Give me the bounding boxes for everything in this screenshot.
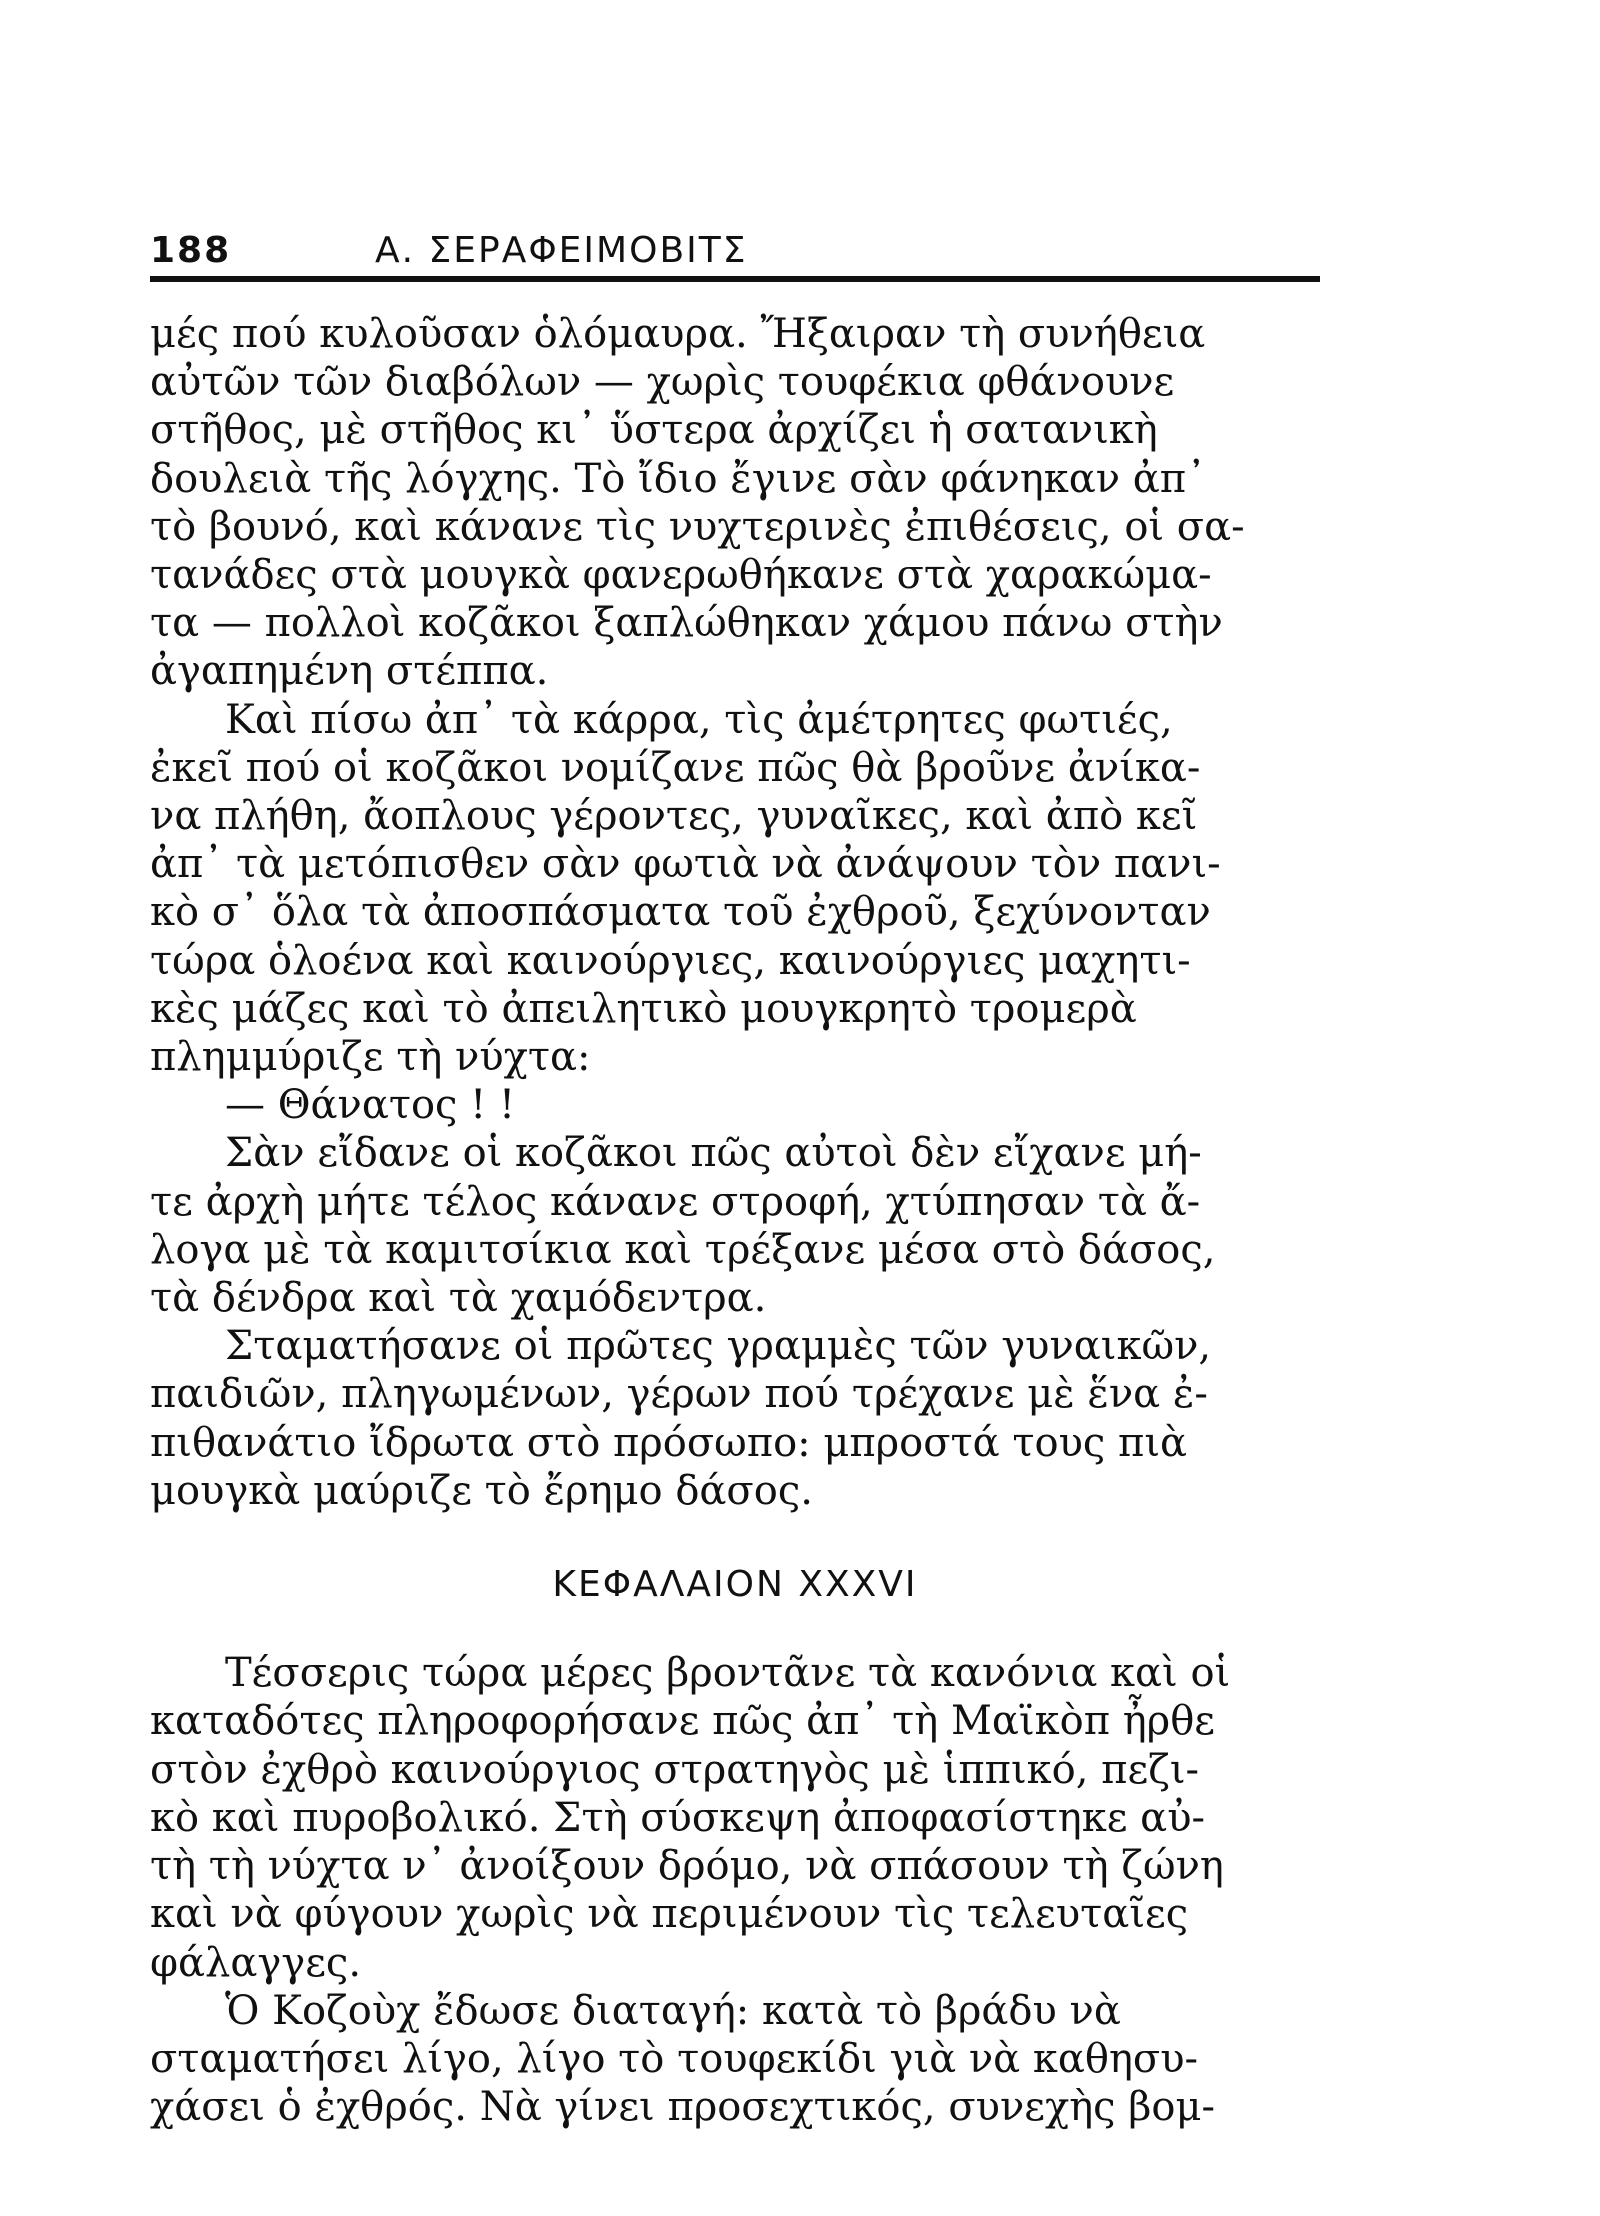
- text-line: Τέσσερις τώρα μέρες βροντᾶνε τὰ κανόνια καὶ οἱ: [225, 1650, 1231, 1697]
- text-line: Σταματήσανε οἱ πρῶτες γραμμὲς τῶν γυναικῶν,: [225, 1323, 1212, 1370]
- chapter-heading: ΚΕΦΑΛΑΙΟΝ XXXVI: [552, 1564, 918, 1606]
- text-line: μές πού κυλοῦσαν ὁλόμαυρα. Ἤξαιραν τὴ συνήθεια: [150, 311, 1206, 357]
- running-title: Α. ΣΕΡΑΦΕΙΜΟΒΙΤΣ: [375, 230, 748, 271]
- text-line: κὸ καὶ πυροβολικό. Στὴ σύσκεψη ἀποφασίστηκε αὐ-: [150, 1794, 1206, 1841]
- text-line: αὐτῶν τῶν διαβόλων — χωρὶς τουφέκια φθάνουνε: [150, 359, 1175, 406]
- text-line: φάλαγγες.: [150, 1939, 362, 1986]
- page-number: 188: [150, 230, 232, 271]
- text-line: τὰ δένδρα καὶ τὰ χαμόδεντρα.: [150, 1275, 767, 1322]
- text-line: ἀπ᾽ τὰ μετόπισθεν σὰν φωτιὰ νὰ ἀνάψουν τὸν πανι-: [150, 841, 1221, 888]
- text-line: να πλήθη, ἄοπλους γέροντες, γυναῖκες, καὶ ἀπὸ κεῖ: [150, 793, 1198, 840]
- text-line: πλημμύριζε τὴ νύχτα:: [150, 1034, 591, 1081]
- text-line: καὶ νὰ φύγουν χωρὶς νὰ περιμένουν τὶς τελευταῖες: [150, 1891, 1189, 1938]
- text-line: Ὁ Κοζοὺχ ἔδωσε διαταγή: κατὰ τὸ βράδυ νὰ: [225, 1987, 1121, 2034]
- text-line: τώρα ὁλοένα καὶ καινούργιες, καινούργιες μαχητι-: [150, 937, 1191, 984]
- book-page: [150, 210, 1320, 2131]
- text-line: πιθανάτιο ἴδρωτα στὸ πρόσωπο: μπροστά τους πιὰ: [150, 1419, 1188, 1466]
- body-text: [150, 310, 1320, 2131]
- text-line: δουλειὰ τῆς λόγχης. Τὸ ἴδιο ἔγινε σὰν φάνηκαν ἀπ᾽: [150, 455, 1207, 502]
- text-line: τὴ τὴ νύχτα ν᾽ ἀνοίξουν δρόμο, νὰ σπάσουν τὴ ζώνη: [150, 1843, 1224, 1890]
- text-line: κὸ σ᾽ ὅλα τὰ ἀποσπάσματα τοῦ ἐχθροῦ, ξεχύνονταν: [150, 889, 1211, 936]
- text-line: χάσει ὁ ἐχθρός. Νὰ γίνει προσεχτικός, συνεχὴς βομ-: [150, 2084, 1216, 2131]
- header-rule: [150, 276, 1320, 282]
- text-line: τανάδες στὰ μουγκὰ φανερωθήκανε στὰ χαρακώμα-: [150, 552, 1212, 599]
- text-line: ἐκεῖ πού οἱ κοζᾶκοι νομίζανε πῶς θὰ βροῦνε ἀνίκα-: [150, 744, 1201, 791]
- text-line: λογα μὲ τὰ καμιτσίκια καὶ τρέξανε μέσα στὸ δάσος,: [150, 1226, 1216, 1273]
- text-line: τε ἀρχὴ μήτε τέλος κάνανε στροφή, χτύπησαν τὰ ἄ-: [150, 1178, 1201, 1225]
- text-line: τα — πολλοὶ κοζᾶκοι ξαπλώθηκαν χάμου πάνω στὴν: [150, 600, 1223, 647]
- text-line: ἀγαπημένη στέππα.: [150, 648, 549, 695]
- text-line: Καὶ πίσω ἀπ᾽ τὰ κάρρα, τὶς ἀμέτρητες φωτιές,: [225, 696, 1173, 743]
- running-head: [150, 210, 1320, 270]
- text-line: παιδιῶν, πληγωμένων, γέρων πού τρέχανε μὲ ἕνα ἐ-: [150, 1371, 1208, 1418]
- text-line: στὸν ἐχθρὸ καινούργιος στρατηγὸς μὲ ἱππικό, πεζι-: [150, 1746, 1200, 1793]
- text-line: κὲς μάζες καὶ τὸ ἀπειλητικὸ μουγκρητὸ τρομερὰ: [150, 985, 1137, 1032]
- text-line: τὸ βουνό, καὶ κάνανε τὶς νυχτερινὲς ἐπιθέσεις, οἱ σα-: [150, 503, 1245, 550]
- text-line: — Θάνατος ! !: [225, 1082, 516, 1129]
- text-line: σταματήσει λίγο, λίγο τὸ τουφεκίδι γιὰ νὰ καθησυ-: [150, 2035, 1199, 2082]
- text-line: Σὰν εἴδανε οἱ κοζᾶκοι πῶς αὐτοὶ δὲν εἴχανε μή-: [225, 1130, 1202, 1177]
- text-line: μουγκὰ μαύριζε τὸ ἔρημο δάσος.: [150, 1467, 813, 1514]
- text-line: καταδότες πληροφορήσανε πῶς ἀπ᾽ τὴ Μαϊκὸπ ἦρθε: [150, 1698, 1215, 1745]
- text-line: στῆθος, μὲ στῆθος κι᾽ ὕστερα ἀρχίζει ἡ σατανικὴ: [150, 407, 1158, 454]
